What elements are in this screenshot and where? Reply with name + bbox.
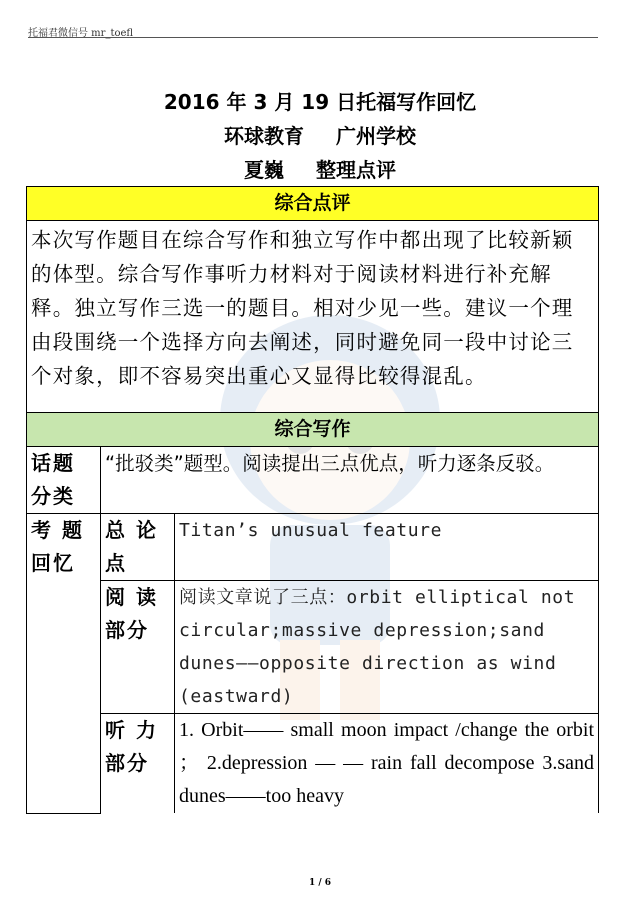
title-school: 广州学校 bbox=[336, 124, 416, 148]
overview-body: 本次写作题目在综合写作和独立写作中都出现了比较新颖的体型。综合写作事听力材料对于阅读材料进行补充解释。独立写作三选一的题目。相对少见一些。建议一个理由段围绕一个选择方向去阐述，同时避免同一段中讨论三个对象，即不容易突出重心又显得比较得混乱。 bbox=[27, 221, 599, 413]
title-date-line: 2016 年 3 月 19 日托福写作回忆 bbox=[163, 90, 477, 114]
title-org-line bbox=[0, 119, 640, 153]
page-number: 1 / 6 bbox=[308, 878, 332, 888]
title-org: 环球教育 bbox=[224, 124, 304, 148]
topic-type-label: 话题分类 bbox=[27, 447, 101, 514]
document-title bbox=[0, 85, 640, 187]
thesis-label: 总 论点 bbox=[101, 514, 175, 581]
integrated-heading: 综合写作 bbox=[27, 413, 599, 447]
listening-text: 1. Orbit—— small moon impact /change the orbit ； 2.depression — — rain fall decompose 3.sand dunes——too heavy bbox=[175, 714, 599, 814]
header-divider bbox=[28, 37, 598, 38]
topic-type-text: “批驳类”题型。阅读提出三点优点，听力逐条反驳。 bbox=[101, 447, 599, 514]
listening-label: 听 力部分 bbox=[101, 714, 175, 814]
wechat-header: 托福君微信号 mr_toefl bbox=[28, 28, 134, 39]
reading-text: 阅读文章说了三点：orbit elliptical not circular;massive depression;sand dunes——opposite direction as wind (eastward) bbox=[175, 581, 599, 714]
recall-label bbox=[27, 514, 101, 814]
title-author: 夏巍 bbox=[244, 158, 284, 182]
reading-label: 阅 读部分 bbox=[101, 581, 175, 714]
recall-label-text: 考 题回忆 bbox=[31, 518, 84, 575]
recall-table bbox=[26, 186, 599, 814]
title-role: 整理点评 bbox=[316, 158, 396, 182]
overview-heading: 综合点评 bbox=[27, 187, 599, 221]
title-author-line bbox=[0, 153, 640, 187]
thesis-text: Titan’s unusual feature bbox=[175, 514, 599, 581]
